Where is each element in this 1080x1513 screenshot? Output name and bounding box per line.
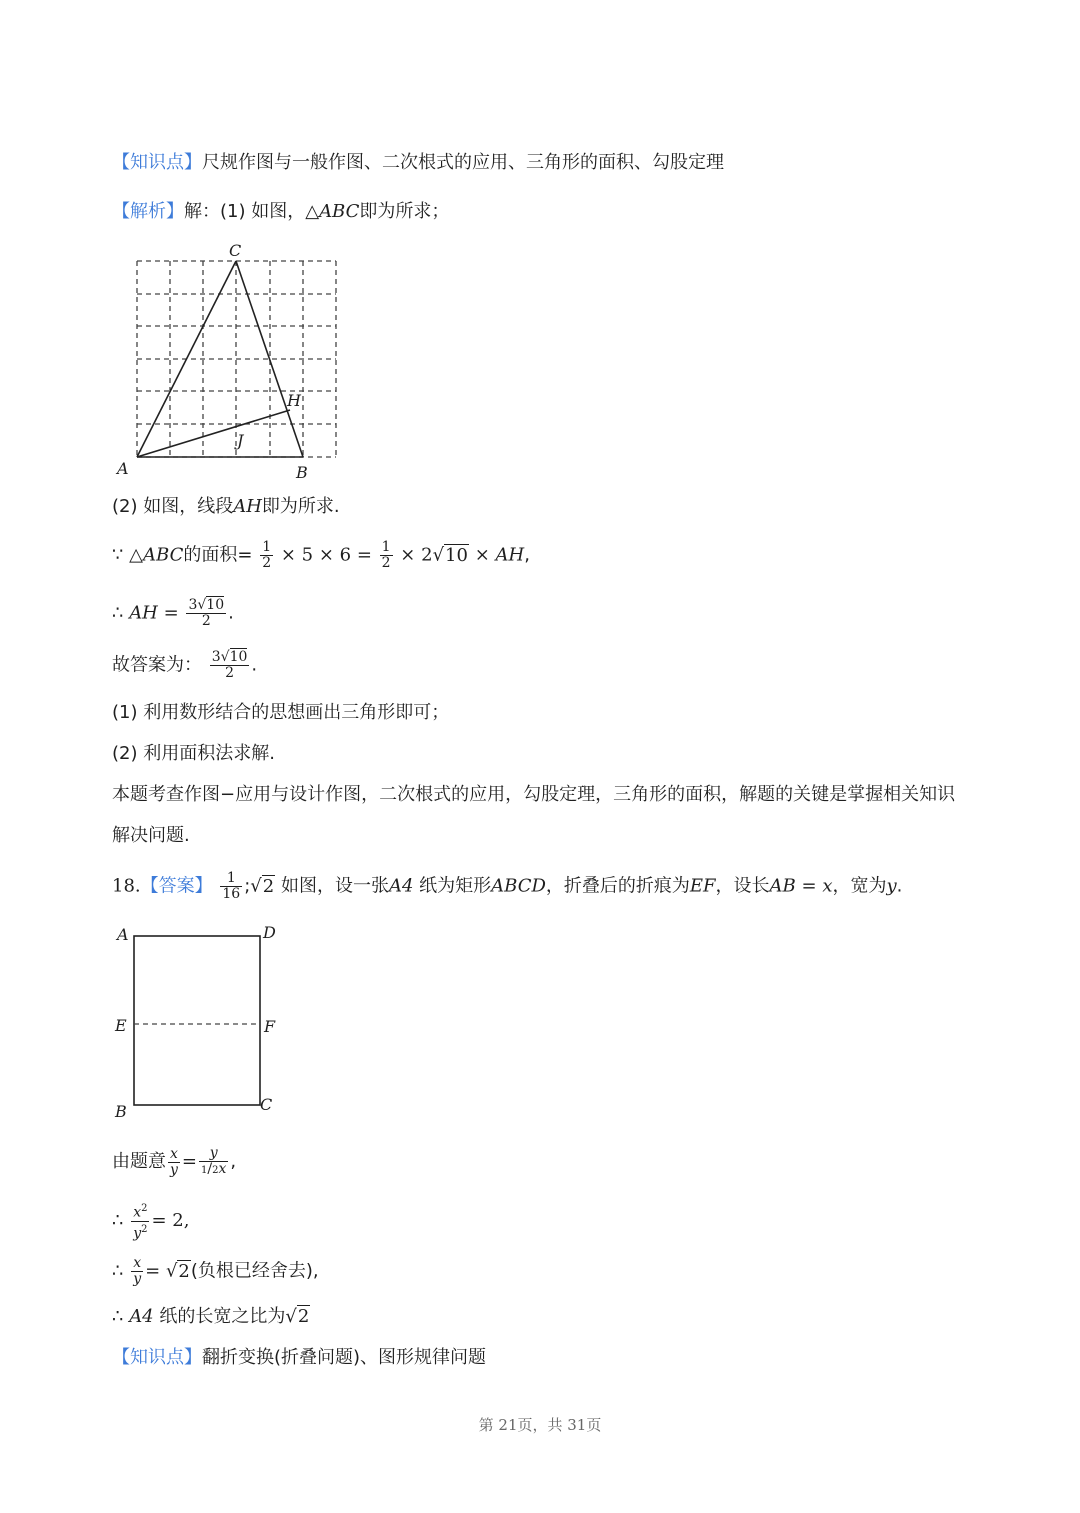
rectangle-figure [110, 920, 290, 1125]
a4-label: A4 [129, 1306, 154, 1327]
frac-num: 1 [262, 539, 272, 555]
radicand: 2 [297, 1306, 310, 1327]
num-var: x [133, 1204, 142, 1221]
derive-line-3 [112, 1256, 319, 1287]
therefore-symbol: ∴ [112, 1306, 124, 1327]
equals: = [145, 1260, 161, 1282]
sqrt-2: √2 [285, 1306, 310, 1327]
question-number: 18. [112, 875, 141, 897]
half-num: 1 [201, 1165, 208, 1176]
radicand: 2 [178, 1260, 190, 1282]
q18-text-1: 如图，设一张 [280, 875, 389, 897]
area-abc: ABC [143, 544, 184, 566]
rect-abcd: ABCD [491, 875, 546, 897]
knowledge-point-line [112, 151, 724, 175]
label-j: J [237, 431, 244, 450]
area-ah: AH [495, 544, 525, 566]
knowledge-text: 尺规作图与一般作图、二次根式的应用、三角形的面积、勾股定理 [202, 152, 724, 173]
label-c: C [260, 1095, 273, 1114]
var-y: y [886, 875, 897, 897]
times-symbol: × [474, 544, 490, 566]
frac-num: x [131, 1256, 143, 1272]
label-b: B [115, 1102, 127, 1121]
derive-line-4 [112, 1305, 310, 1329]
note: (负根已经舍去), [190, 1260, 319, 1282]
step2-text-a: (2) 如图，线段 [112, 496, 234, 517]
derive-text: 由题意 [112, 1151, 166, 1172]
comma: , [230, 1151, 237, 1172]
side-ab: AB [769, 875, 796, 897]
area-equation-line [112, 540, 530, 571]
frac-num: 1 [220, 871, 242, 887]
q18-text-3: ，折叠后的折痕为 [545, 875, 690, 897]
frac-den: y [170, 1161, 178, 1178]
therefore-symbol: ∴ [112, 1210, 124, 1232]
frac-num [131, 1201, 149, 1222]
frac-den: 1/2x [201, 1161, 227, 1177]
hint-1: (1) 利用数形结合的思想画出三角形即可； [112, 702, 450, 723]
half-fraction-2 [380, 540, 393, 571]
period: . [896, 875, 903, 897]
q18-text-4: ，设长 [715, 875, 770, 897]
frac-den [131, 1222, 149, 1242]
analysis-line [112, 200, 449, 224]
crease-ef: EF [689, 875, 716, 897]
rectangle-abcd [134, 936, 260, 1105]
summary-line-2: 解决问题. [112, 825, 190, 846]
frac-num: 1 [381, 539, 391, 555]
ah-var: AH [129, 602, 158, 624]
x-var: x [218, 1161, 227, 1177]
sqrt-2: √2 [250, 875, 275, 897]
because-symbol: ∵ △ [112, 544, 144, 566]
exponent: 2 [141, 1223, 148, 1235]
x2-over-y2 [131, 1201, 149, 1241]
area-product: × 5 × 6 = [280, 544, 372, 566]
therefore-symbol: ∴ [112, 1260, 124, 1282]
hint-2: (2) 利用面积法求解. [112, 743, 275, 764]
x-over-y [168, 1147, 180, 1178]
derive-line-1 [112, 1146, 236, 1178]
derive-line-2 [112, 1201, 189, 1241]
ratio-text: 纸的长宽之比为 [159, 1306, 286, 1327]
semicolon: ; [244, 875, 251, 897]
q18-text-2: 纸为矩形 [419, 875, 492, 897]
frac-den: 2 [262, 555, 272, 571]
equals-two: = 2, [151, 1210, 190, 1232]
label-b: B [296, 463, 308, 482]
frac-num: y [199, 1146, 228, 1162]
frac-num: 3√10 [188, 597, 225, 613]
dashed-grid [137, 261, 336, 457]
frac-num: x [168, 1147, 180, 1163]
radicand: 10 [445, 544, 468, 566]
equals: = [163, 602, 179, 624]
triangle-abc: ABC [319, 201, 360, 222]
frac-num: 3√10 [211, 649, 248, 665]
ah-result-line [112, 598, 234, 629]
answer-tag: 【答案】 [140, 875, 213, 897]
step2-text-b: 即为所求. [261, 496, 340, 517]
exponent: 2 [141, 1203, 148, 1214]
coef: 3 [188, 597, 198, 613]
answer-fraction [210, 650, 250, 681]
radicand: 2 [262, 875, 275, 897]
y-over-half-x [199, 1146, 228, 1178]
q18-text-5: ，宽为 [832, 875, 887, 897]
sqrt-2: √2 [165, 1260, 190, 1282]
answer-text: 故答案为： [112, 654, 202, 676]
equals: = [181, 1151, 198, 1172]
frac-den: 2 [225, 665, 235, 681]
label-h: H [287, 391, 301, 410]
comma: , [524, 544, 530, 566]
x-over-y-2 [131, 1256, 143, 1287]
den-var: y [133, 1225, 142, 1242]
period: . [228, 602, 234, 624]
label-e: E [115, 1016, 127, 1035]
frac-den: 2 [201, 613, 211, 629]
frac-den: 2 [381, 555, 391, 571]
radicand: 10 [206, 597, 225, 613]
a4-label: A4 [388, 875, 414, 897]
segment-ah: AH [233, 496, 262, 517]
label-c: C [229, 241, 242, 260]
half-den: 2 [212, 1165, 219, 1176]
answer-fraction-1-16 [220, 871, 242, 902]
label-a: A [117, 925, 129, 944]
therefore-symbol: ∴ [112, 602, 124, 624]
times-two: × 2 [400, 544, 433, 566]
knowledge-text: 翻折变换(折叠问题)、图形规律问题 [202, 1347, 487, 1368]
label-a: A [117, 459, 129, 478]
var-x: x [822, 875, 833, 897]
triangle-grid-figure [110, 240, 350, 485]
knowledge-tag: 【知识点】 [112, 152, 202, 173]
ah-fraction [186, 598, 226, 629]
sqrt-10: √10 [432, 544, 468, 566]
summary-line-1: 本题考查作图−应用与设计作图，二次根式的应用，勾股定理，三角形的面积，解题的关键是掌握相关知识 [112, 784, 956, 805]
knowledge-tag: 【知识点】 [112, 1347, 202, 1368]
analysis-text-a: 解：(1) 如图，△ [184, 201, 320, 222]
analysis-text-b: 即为所求； [359, 201, 450, 222]
question-18-line [112, 871, 902, 902]
label-f: F [264, 1017, 276, 1036]
area-text: 的面积= [183, 544, 253, 566]
frac-den: y [133, 1271, 142, 1287]
knowledge-point-line-2 [112, 1346, 486, 1370]
answer-line [112, 650, 257, 681]
period: . [251, 654, 258, 676]
page-footer: 第 21页，共 31页 [478, 1416, 602, 1434]
step2-line [112, 495, 340, 519]
radicand: 10 [229, 649, 248, 665]
analysis-tag: 【解析】 [112, 201, 184, 222]
label-d: D [263, 923, 276, 942]
frac-den: 16 [222, 886, 241, 902]
coef: 3 [211, 649, 221, 665]
equals: = [801, 875, 817, 897]
half-fraction-1 [260, 540, 273, 571]
